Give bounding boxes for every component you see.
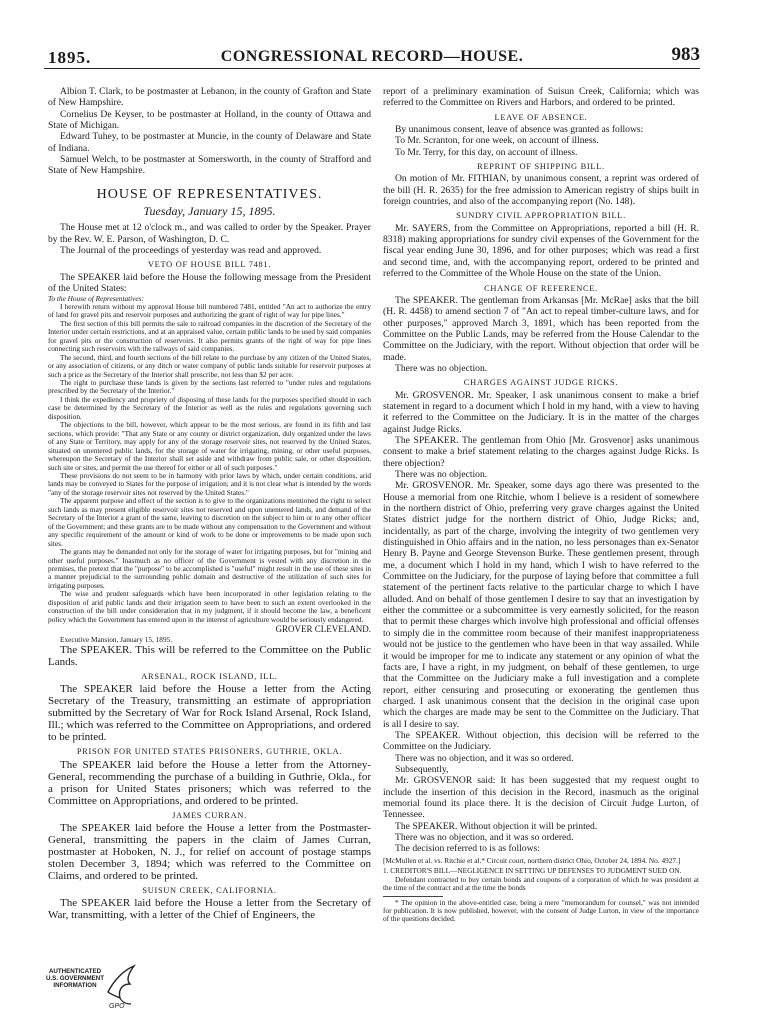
change-paragraph: There was no objection. [395, 362, 488, 374]
page-header [44, 44, 700, 69]
charges-paragraph: Mr. GROSVENOR said: It has been suggested that my request ought to include the insertion of this decision in the Record, inasmuch as the original memorial found its place there. It is the decision of Circuit Judge Lurton, of Tennessee. [383, 775, 699, 821]
subheading-absence: LEAVE OF ABSENCE. [494, 112, 588, 122]
page-number: 983 [671, 44, 700, 65]
subheading-veto: VETO OF HOUSE BILL 7481. [147, 260, 272, 270]
veto-paragraph: The right to purchase these lands is given by the sections last referred to "under rules and regulations prescribed by the Secretary of the Interior." [48, 378, 371, 396]
charges-paragraph: Mr. GROSVENOR. Mr. Speaker, I ask unanimous consent to make a brief statement in regard to a document which I hold in my hand, with a view to having it referred to the Committee on the Judiciary. It is in the matter of the charges against Judge Ricks. [383, 389, 699, 435]
charges-paragraph: The decision referred to is as follows: [395, 843, 540, 855]
case-text: Defendant contracted to buy certain bonds and coupons of a corporation of which he was president at the time of the contract and at the time the bonds [383, 874, 699, 893]
charges-paragraph: The SPEAKER. Without objection it will be printed. [395, 820, 598, 832]
opening-paragraph: The House met at 12 o'clock m., and was called to order by the Speaker. Prayer by the Rev. W. E. Parson, of Washington, D. C. [48, 222, 371, 245]
curran-paragraph: The SPEAKER laid before the House a letter from the Postmaster-General, transmitting the papers in the claim of James Curran, postmaster at Hoboken, N. J., for relief on account of postage stamps stolen December 3, 1894; which was referred to the Committee on Claims, and ordered to be printed. [48, 822, 371, 882]
session-date: Tuesday, January 15, 1895. [143, 204, 276, 219]
charges-paragraph: Mr. GROSVENOR. Mr. Speaker, some days ago there was presented to the House a memorial from one Ritchie, whom I believe is a resident of somewhere in the northern district of Ohio, preferring very grave charges against the United States district judge for the northern district of Ohio, Judge Ricks; and, incidentally, as part of the charge, involving the integrity of two gentlemen very distinguished in Ohio affairs and in the nation, no less personages than ex-Senator Henry B. Payne and George Stevenson Burke. These gentlemen present, through me, a document which I hold in my hand, which I wish to have referred to the Committee on the Judiciary, for the purpose of laying before that committee a full statement of the pertinent facts relative to the particular charge to which I have alluded. And on behalf of those gentlemen I desire to say that an investigation by either the committee or a subcommittee is very earnestly solicited, for the reason that to permit these charges which involve high professional and official offenses to simply die in the committee room because of their manifest inappropriateness would not be justice to the gentlemen who have been in that way assailed. While it would be improper for me to indicate any statement or any opinion of what the facts are, I have a right, in my judgment, on behalf of these gentlemen, to urge that the Committee on the Judiciary make a full investigation and a complete report, either censuring and prosecuting or exonerating the gentlemen thus charged. I ask unanimous consent that the decision in the original case upon which the charges are made may be sent to the Committee on the Judiciary. That is all I desire to say. [383, 480, 699, 730]
sundry-paragraph: Mr. SAYERS, from the Committee on Appropriations, reported a bill (H. R. 8318) making appropriations for sundry civil expenses of the Government for the fiscal year ending June 30, 1896, and for other purposes; which was read a first and second time, and, with the accompanying report, ordered to be printed and referred to the Committee of the Whole House on the state of the Union. [383, 222, 699, 280]
veto-paragraph: I think the expediency and propriety of disposing of these lands for the purposes specified should in each case be determined by the Secretary of the Interior as well as the rules and regulations governing such disposition. [48, 394, 371, 421]
veto-paragraph: The apparent purpose and effect of the section is to give to the organizations mentioned the right to select such lands as may present eligible reservoir sites not reserved and upon unentered lands, and demand of the Secretary of the Interior a grant of the same, leaving to discretion on the subject to him or to any other officer of the Government; and these grants are to be made without any compensation to the Government and without any specific requirement of the amount or kind of work to be done or improvements to be made upon such sites. [48, 496, 371, 548]
absence-item: To Mr. Scranton, for one week, on account of illness. [395, 135, 599, 147]
charges-paragraph: Subsequently, [395, 763, 449, 775]
case-heading: 1. CREDITOR'S BILL—NEGLIGENCE IN SETTING UP DEFENSES TO JUDGMENT SUED ON. [383, 866, 682, 876]
veto-intro: The SPEAKER laid before the House the following message from the President of the United States: [48, 271, 371, 295]
charges-paragraph: There was no objection, and it was so ordered. [395, 752, 574, 764]
veto-paragraph: The first section of this bill permits the sale to railroad companies in the discretion of the Secretary of the Interior under certain restrictions, and at an appraised value, certain public lands to be used by said companies for gravel pits or the construction of reservoirs. It also permits grants of the right of way for pipe lines connecting such reservoirs with the railways of said companies. [48, 318, 371, 354]
nomination: Cornelius De Keyser, to be postmaster at Holland, in the county of Ottawa and State of Michigan. [48, 108, 371, 132]
subheading-change: CHANGE OF REFERENCE. [484, 283, 598, 293]
case-caption: [McMullen et al. vs. Ritchie et al.* Circuit court, northern district Ohio, October 24, 1894. No. 4927.] [383, 855, 681, 865]
footnote: * The opinion in the above-entitled case, being a mere "memorandum for counsel," was not intended for publication. It is now published, however, with the consent of Judge Lurton, in view of the importance of the questions decided. [383, 897, 699, 924]
veto-paragraph: I herewith return without my approval House bill numbered 7481, entitled "An act to authorize the entry of land for gravel pits and reservoir purposes and authorizing the grant of right of way for pipe lines." [48, 301, 371, 320]
gpo-authentication-logo [44, 962, 139, 1012]
absence-item: To Mr. Terry, for this day, on account of illness. [395, 146, 578, 158]
reprint-paragraph: On motion of Mr. FITHIAN, by unanimous consent, a reprint was ordered of the bill (H. R. 2635) for the free admission to American registry of ships built in foreign countries, and also of the accompanying report (No. 148). [383, 173, 699, 208]
logo-mark: GPO [109, 1003, 125, 1008]
logo-text: AUTHENTICATED U.S. GOVERNMENT INFORMATION [45, 968, 105, 990]
subheading-charges: CHARGES AGAINST JUDGE RICKS. [463, 378, 619, 388]
continued-paragraph: report of a preliminary examination of Suisun Creek, California; which was referred to the Committee on Rivers and Harbors, and ordered to be printed. [383, 86, 699, 109]
signature: GROVER CLEVELAND. [275, 624, 371, 635]
subheading-curran: JAMES CURRAN. [172, 810, 247, 820]
eagle-icon [104, 962, 138, 1008]
header-title: CONGRESSIONAL RECORD—HOUSE. [220, 48, 524, 65]
section-title: HOUSE OF REPRESENTATIVES. [96, 186, 323, 202]
veto-paragraph: The wise and prudent safeguards which have been incorporated in other legislation relating to the disposition of arid public lands and their irrigation seem to have been to such an extent overlooked in the construction of the bill under consideration that in my judgment, if it should become the law, a beneficent policy which the Government has entered upon in the interest of agriculture would be seriously endangered. [48, 589, 371, 624]
subheading-reprint: REPRINT OF SHIPPING BILL. [477, 162, 605, 172]
header-year: 1895. [48, 48, 92, 67]
nomination: Edward Tuhey, to be postmaster at Muncie, in the county of Delaware and State of Indiana. [48, 131, 371, 154]
veto-paragraph: These provisions do not seem to be in harmony with prior laws by which, under certain conditions, arid lands may be conveyed to States for the purpose of irrigation; and it is not clear what is intended by the words "any of the storage reservoir sites not reserved by the United States." [48, 471, 371, 497]
arsenal-paragraph: The SPEAKER laid before the House a letter from the Acting Secretary of the Treasury, transmitting an estimate of appropriation submitted by the Secretary of War for Rock Island Arsenal, Rock Island, Ill.; which was referred to the Committee on Appropriations, and ordered to be printed. [48, 683, 371, 744]
subheading-suisun: SUISUN CREEK, CALIFORNIA. [142, 886, 277, 895]
left-column [48, 86, 371, 921]
veto-paragraph: The grants may be demanded not only for the storage of water for irrigating purposes, but for "mining and other useful purposes." Inasmuch as no officer of the Government is vested with any discretion in the premises, the pretext that the "purpose" to be accomplished is "useful" might result in the use of these sites in a manner prejudicial to the surrounding public domain and destructive of the utilization of such sites for irrigating purposes. [48, 547, 371, 590]
subheading-arsenal: ARSENAL, ROCK ISLAND, ILL. [141, 671, 278, 681]
veto-paragraph: The second, third, and fourth sections of the bill relate to the purchase by any citizen of the United States, or any association of citizens, or any ditch or water company of public lands suitable for reservoir purposes at such a price as the Secretary of the Interior shall prescribe, not less than $2 per acre. [48, 352, 371, 379]
change-paragraph: The SPEAKER. The gentleman from Arkansas [Mr. McRae] asks that the bill (H. R. 4458) to amend section 7 of "An act to repeal timber-culture laws, and for other purposes," approved March 3, 1891, which has been reported from the Committee on the Public Lands, may be referred from the House Calendar to the Committee on the Judiciary, with the report. Without objection that order will be made. [383, 294, 699, 363]
subheading-prison: PRISON FOR UNITED STATES PRISONERS, GUTHRIE, OKLA. [76, 747, 343, 757]
suisun-paragraph: The SPEAKER laid before the House a letter from the Secretary of War, transmitting, with a letter of the Chief of Engineers, the [48, 897, 371, 922]
charges-paragraph: There was no objection. [395, 469, 488, 480]
right-column [383, 86, 699, 924]
journal-paragraph: The Journal of the proceedings of yesterday was read and approved. [60, 245, 322, 257]
charges-paragraph: There was no objection, and it was so ordered. [395, 832, 574, 843]
charges-paragraph: The SPEAKER. The gentleman from Ohio [Mr. Grosvenor] asks unanimous consent to make a brief statement relating to the charges against Judge Ricks. Is there objection? [383, 434, 699, 469]
footnote-rule [383, 896, 443, 897]
absence-intro: By unanimous consent, leave of absence was granted as follows: [395, 124, 644, 136]
veto-referral: The SPEAKER. This will be referred to the Committee on the Public Lands. [48, 643, 371, 668]
mansion-line: Executive Mansion, January 15, 1895. [60, 634, 173, 644]
veto-addressee: To the House of Representatives: [48, 293, 144, 303]
subheading-sundry: SUNDRY CIVIL APPROPRIATION BILL. [456, 211, 626, 221]
nomination: Albion T. Clark, to be postmaster at Lebanon, in the county of Grafton and State of New Hampshire. [48, 86, 371, 109]
veto-paragraph: The objections to the bill, however, which appear to be the most serious, are found in its fifth and last sections, which provide: "That any State or any county or district organization, duly organized under the laws of any State or Territory, may apply for any of the storage reservoir sites, not reserved by the United States, situated on unentered public lands, for the storage of water for irrigating, mining, or other useful purposes, whereupon the Secretary of the Interior shall set aside and withdraw from public sale, or other disposition, such site or sites, and permit the use thereof for either or all of such purposes." [48, 420, 371, 472]
charges-paragraph: The SPEAKER. Without objection, this decision will be referred to the Committee on the Judiciary. [383, 729, 699, 753]
nomination: Samuel Welch, to be postmaster at Somersworth, in the county of Strafford and State of New Hampshire. [48, 154, 371, 177]
prison-paragraph: The SPEAKER laid before the House a letter from the Attorney-General, recommending the purchase of a building in Guthrie, Okla., for a prison for United States prisoners; which was referred to the Committee on Appropriations, and ordered to be printed. [48, 758, 371, 807]
